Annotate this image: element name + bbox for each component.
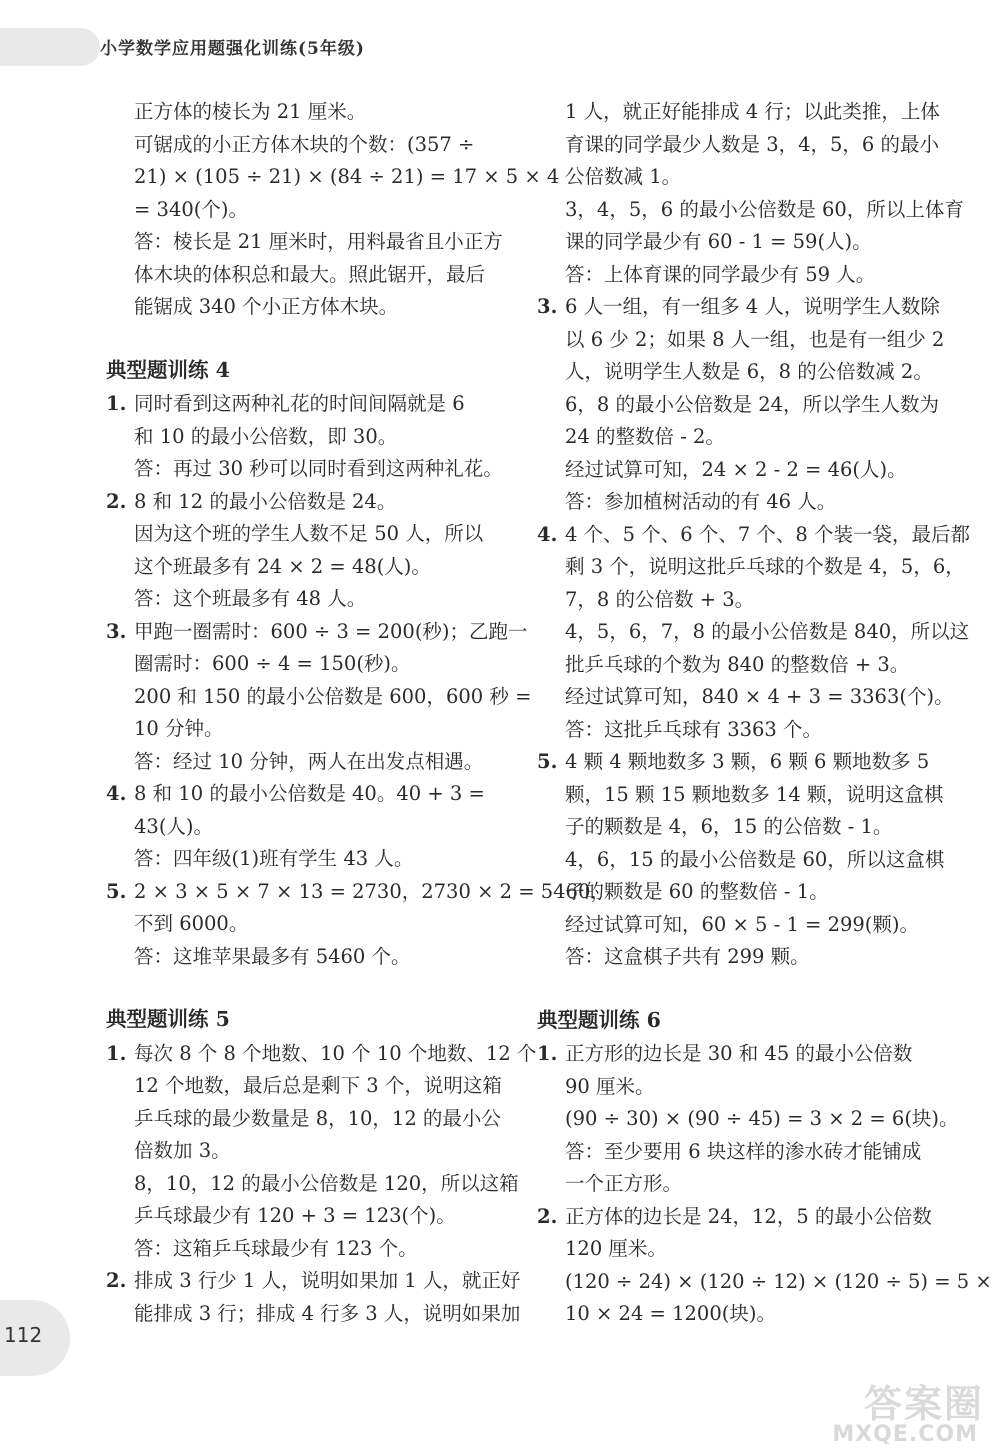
page-number: 112	[4, 1323, 43, 1347]
text-line: 公倍数减 1。	[565, 165, 682, 188]
problem-number: 3.	[106, 619, 127, 643]
problem-number: 1.	[537, 1042, 558, 1065]
problem-number: 5.	[537, 750, 558, 773]
text-line: 子的颗数是 60 的整数倍 - 1。	[565, 880, 829, 903]
problem-number: 2.	[106, 489, 127, 513]
problem-item	[537, 1201, 992, 1331]
right-column	[537, 96, 992, 1331]
watermark-text-en: MXQE.COM	[832, 1422, 978, 1447]
text-line: 正方体的棱长为 21 厘米。	[134, 100, 367, 123]
text-line: 答：至少要用 6 块这样的渗水砖才能铺成	[565, 1139, 922, 1163]
text-line: 答：再过 30 秒可以同时看到这两种礼花。	[134, 457, 503, 480]
watermark-text-cn: 答案圈	[863, 1382, 984, 1426]
text-line: 课的同学最少有 60 - 1 = 59(人)。	[565, 230, 872, 253]
text-line: 4 个、5 个、6 个、7 个、8 个装一袋，最后都	[565, 522, 971, 546]
text-line: 同时看到这两种礼花的时间间隔就是 6	[134, 392, 465, 415]
text-line: 8，10，12 的最小公倍数是 120，所以这箱	[134, 1171, 519, 1195]
text-line: 经过试算可知，60 × 5 - 1 = 299(颗)。	[565, 912, 920, 936]
text-line: 8 和 12 的最小公倍数是 24。	[134, 489, 397, 513]
text-line: 和 10 的最小公倍数，即 30。	[134, 424, 398, 448]
text-line: 颗，15 颗 15 颗地数多 14 颗，说明这盒棋	[565, 782, 944, 806]
problem-item	[106, 616, 532, 779]
text-line: 4 颗 4 颗地数多 3 颗，6 颗 6 颗地数多 5	[565, 750, 930, 773]
text-line: 能排成 3 行；排成 4 行多 3 人，说明如果加	[134, 1301, 521, 1325]
text-line: (90 ÷ 30) × (90 ÷ 45) = 3 × 2 = 6(块)。	[565, 1107, 959, 1130]
text-line: 答：经过 10 分钟，两人在出发点相遇。	[134, 749, 484, 773]
text-line: 7，8 的公倍数 + 3。	[565, 587, 755, 611]
text-line: 4，5，6，7，8 的最小公倍数是 840，所以这	[565, 620, 970, 643]
text-line: 90 厘米。	[565, 1074, 655, 1098]
text-line: 12 个地数，最后总是剩下 3 个，说明这箱	[134, 1074, 502, 1097]
problem-item	[537, 291, 945, 519]
problem-number: 5.	[106, 879, 127, 903]
problem-item	[537, 1038, 959, 1201]
text-line: 批乒乓球的个数为 840 的整数倍 + 3。	[565, 652, 910, 676]
text-line: 剩 3 个，说明这批乒乓球的个数是 4，5，6，	[565, 555, 965, 578]
problem-item	[537, 746, 945, 974]
text-line: 10 × 24 = 1200(块)。	[565, 1302, 776, 1325]
text-line: 答：参加植树活动的有 46 人。	[565, 490, 837, 513]
problem-item	[106, 486, 502, 616]
text-line: 120 厘米。	[565, 1237, 667, 1260]
problem-number: 4.	[106, 782, 127, 805]
text-line: 答：棱长是 21 厘米时，用料最省且小正方	[134, 230, 503, 253]
text-line: 不到 6000。	[134, 912, 249, 935]
text-line: 答：这盒棋子共有 299 颗。	[565, 945, 810, 968]
text-line: 经过试算可知，840 × 4 + 3 = 3363(个)。	[565, 685, 954, 708]
header-tab-decoration	[0, 28, 100, 66]
text-line: 答：这批乒乓球有 3363 个。	[565, 717, 823, 741]
text-line: 21) × (105 ÷ 21) × (84 ÷ 21) = 17 × 5 × 4	[134, 165, 560, 188]
problem-number: 1.	[106, 1041, 127, 1065]
text-line: 可锯成的小正方体木块的个数：(357 ÷	[134, 132, 475, 156]
text-line: 乒乓球最少有 120 + 3 = 123(个)。	[134, 1204, 456, 1227]
section-heading-6: 典型题训练 6	[537, 1007, 661, 1032]
problem-number: 1.	[106, 392, 127, 415]
text-line: 答：上体育课的同学最少有 59 人。	[565, 262, 876, 286]
problem-item	[106, 388, 502, 486]
problem-item	[106, 1038, 537, 1266]
text-line: 圈需时：600 ÷ 4 = 150(秒)。	[134, 652, 411, 675]
book-title-header: 小学数学应用题强化训练(5年级)	[100, 39, 365, 59]
section-heading-5: 典型题训练 5	[106, 1007, 230, 1031]
text-line: 这个班最多有 24 × 2 = 48(人)。	[134, 554, 431, 578]
text-line: 以 6 少 2；如果 8 人一组，也是有一组少 2	[565, 327, 945, 351]
text-line: 1 人，就正好能排成 4 行；以此类推，上体	[565, 100, 940, 123]
text-line: 24 的整数倍 - 2。	[565, 425, 725, 448]
text-line: 因为这个班的学生人数不足 50 人，所以	[134, 522, 484, 545]
text-line: 10 分钟。	[134, 717, 224, 740]
problem-item	[106, 778, 502, 876]
text-line: 倍数加 3。	[134, 1139, 231, 1162]
text-line: 人，说明学生人数是 6，8 的公倍数减 2。	[565, 360, 933, 383]
section-heading-4: 典型题训练 4	[106, 357, 230, 382]
problem-number: 2.	[537, 1204, 558, 1228]
text-line: 43(人)。	[134, 814, 214, 838]
text-line: 答：这个班最多有 48 人。	[134, 587, 367, 610]
text-line: 3，4，5，6 的最小公倍数是 60，所以上体育	[565, 197, 964, 221]
text-line: 8 和 10 的最小公倍数是 40。40 + 3 =	[134, 782, 485, 805]
text-line: 6，8 的最小公倍数是 24，所以学生人数为	[565, 392, 940, 416]
text-line: 育课的同学最少人数是 3，4，5，6 的最小	[565, 132, 940, 156]
text-line: 体木块的体积总和最大。照此锯开，最后	[134, 262, 486, 286]
text-line: 乒乓球的最少数量是 8，10，12 的最小公	[134, 1106, 501, 1130]
text-line: 每次 8 个 8 个地数、10 个 10 个地数、12 个	[134, 1041, 537, 1065]
continued-block	[537, 96, 964, 291]
text-line: 4，6，15 的最小公倍数是 60，所以这盒棋	[565, 847, 945, 871]
watermark-logo	[830, 1373, 990, 1447]
text-line: (120 ÷ 24) × (120 ÷ 12) × (120 ÷ 5) = 5 ×	[565, 1269, 992, 1293]
text-line: 答：这箱乒乓球最少有 123 个。	[134, 1236, 418, 1260]
text-line: 6 人一组，有一组多 4 人，说明学生人数除	[565, 295, 940, 318]
text-line: 正方体的边长是 24，12，5 的最小公倍数	[565, 1204, 932, 1228]
text-line: 经过试算可知，24 × 2 - 2 = 46(人)。	[565, 457, 907, 481]
text-line: 2 × 3 × 5 × 7 × 13 = 2730，2730 × 2 = 5460，	[134, 879, 610, 903]
problem-number: 4.	[537, 522, 558, 546]
text-line: = 340(个)。	[134, 197, 248, 221]
text-line: 子的颗数是 4，6，15 的公倍数 - 1。	[565, 815, 893, 838]
text-line: 答：这堆苹果最多有 5460 个。	[134, 944, 411, 968]
text-line: 排成 3 行少 1 人，说明如果加 1 人，就正好	[134, 1269, 521, 1292]
problem-item	[537, 519, 971, 747]
problem-number: 3.	[537, 295, 558, 318]
text-line: 一个正方形。	[565, 1172, 683, 1195]
problem-item	[106, 1265, 521, 1330]
text-line: 200 和 150 的最小公倍数是 600，600 秒 =	[134, 684, 532, 708]
text-line: 正方形的边长是 30 和 45 的最小公倍数	[565, 1042, 913, 1065]
text-line: 答：四年级(1)班有学生 43 人。	[134, 847, 414, 870]
problem-item	[106, 876, 610, 974]
text-line: 甲跑一圈需时：600 ÷ 3 = 200(秒)；乙跑一	[134, 619, 528, 643]
intro-block	[106, 96, 560, 324]
problem-number: 2.	[106, 1269, 127, 1292]
text-line: 能锯成 340 个小正方体木块。	[134, 295, 399, 318]
